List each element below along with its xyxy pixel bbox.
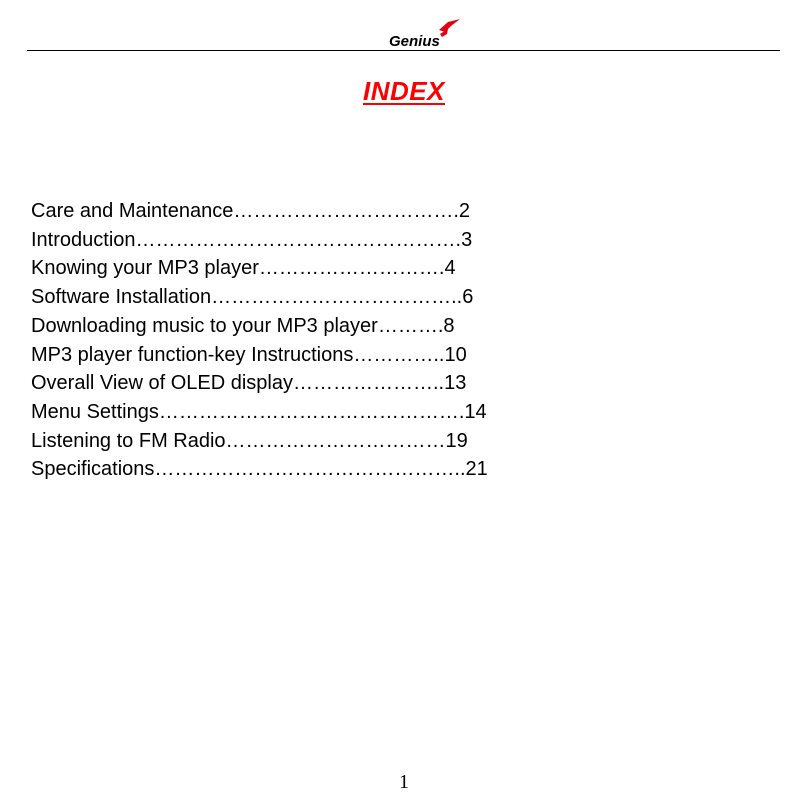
toc-item-function-key-instructions[interactable]: MP3 player function-key Instructions…………..10	[31, 343, 467, 366]
toc-item-fm-radio[interactable]: Listening to FM Radio……………………………19	[31, 429, 468, 452]
header-rule	[27, 50, 780, 51]
logo-text: Genius	[389, 33, 440, 50]
page-number: 1	[399, 771, 409, 793]
genius-logo	[385, 18, 465, 52]
toc-item-menu-settings[interactable]: Menu Settings……………………………………….14	[31, 400, 487, 423]
toc-item-care-and-maintenance[interactable]: Care and Maintenance…………………………….2	[31, 200, 471, 222]
genius-swoosh-icon	[385, 18, 465, 52]
toc-item-specifications[interactable]: Specifications………………………………………..21	[31, 458, 488, 481]
toc-item-introduction[interactable]: Introduction………………………………………….3	[31, 228, 473, 251]
page-title: INDEX	[363, 76, 445, 106]
toc-item-oled-display[interactable]: Overall View of OLED display…………………..13	[31, 372, 467, 395]
toc-item-downloading-music[interactable]: Downloading music to your MP3 player……….8	[31, 314, 455, 337]
toc-item-software-installation[interactable]: Software Installation………………………………..6	[31, 286, 474, 309]
table-of-contents	[31, 197, 488, 484]
toc-item-knowing-your-mp3-player[interactable]: Knowing your MP3 player……………………….4	[31, 257, 456, 280]
